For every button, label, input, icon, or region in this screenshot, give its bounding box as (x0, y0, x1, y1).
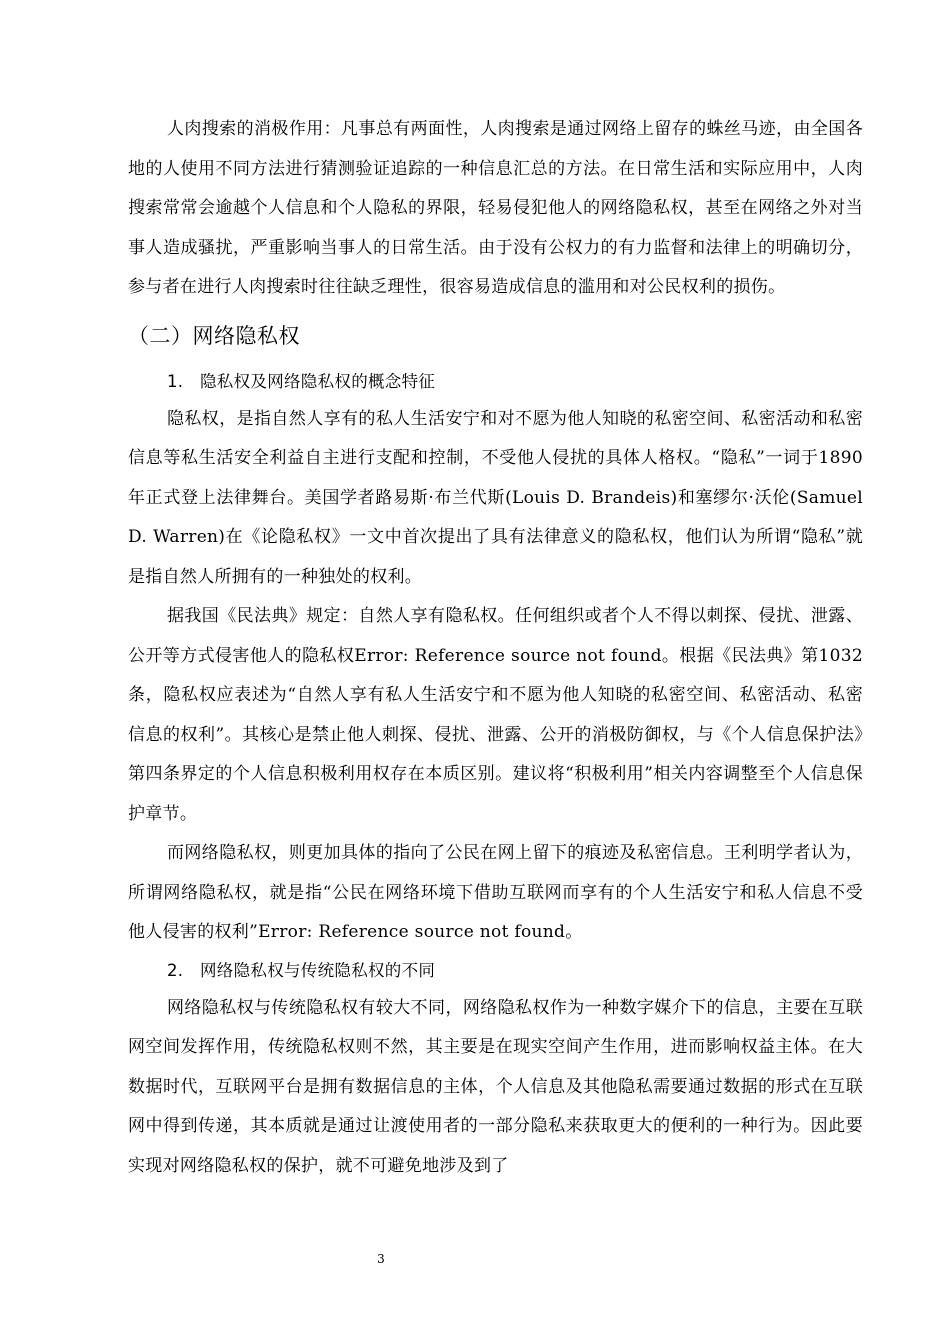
subheading-privacy-concept (128, 364, 863, 400)
subheading-title: 隐私权及网络隐私权的概念特征 (200, 371, 436, 391)
paragraph-network-privacy-definition: 而网络隐私权，则更加具体的指向了公民在网上留下的痕迹及私密信息。王利明学者认为，所谓网络隐私权，就是指“公民在网络环境下借助互联网而享有的个人生活安宁和私人信息不受他人侵害的权利”Error: Reference source not found。 (128, 843, 863, 942)
subheading-network-vs-traditional (128, 953, 863, 989)
page-content (128, 110, 863, 1186)
paragraph-network-vs-traditional: 网络隐私权与传统隐私权有较大不同，网络隐私权作为一种数字媒介下的信息，主要在互联网空间发挥作用，传统隐私权则不然，其主要是在现实空间产生作用，进而影响权益主体。在大数据时代，互联网平台是拥有数据信息的主体，个人信息及其他隐私需要通过数据的形式在互联网中得到传递，其本质就是通过让渡使用者的一部分隐私来获取更大的便利的一种行为。因此要实现对网络隐私权的保护，就不可避免地涉及到了 (128, 997, 863, 1176)
paragraph-human-flesh-search-negative: 人肉搜索的消极作用：凡事总有两面性，人肉搜索是通过网络上留存的蛛丝马迹，由全国各地的人使用不同方法进行猜测验证追踪的一种信息汇总的方法。在日常生活和实际应用中，人肉搜索常常会逾越个人信息和个人隐私的界限，轻易侵犯他人的网络隐私权，甚至在网络之外对当事人造成骚扰，严重影响当事人的日常生活。由于没有公权力的有力监督和法律上的明确切分，参与者在进行人肉搜索时往往缺乏理性，很容易造成信息的滥用和对公民权利的损伤。 (128, 119, 863, 297)
paragraph-civil-code: 据我国《民法典》规定：自然人享有隐私权。任何组织或者个人不得以刺探、侵扰、泄露、公开等方式侵害他人的隐私权Error: Reference source not found。根据《民法典》第1032条，隐私权应表述为“自然人享有私人生活安宁和不愿为他人知晓的私密空间、私密活动、私密信息的权利”。其核心是禁止他人刺探、侵扰、泄露、公开的消极防御权，与《个人信息保护法》第四条界定的个人信息积极利用权存在本质区别。建议将“积极利用”相关内容调整至个人信息保护章节。 (128, 606, 863, 824)
subheading-number: 1. (167, 371, 184, 391)
paragraph-privacy-definition: 隐私权，是指自然人享有的私人生活安宁和对不愿为他人知晓的私密空间、私密活动和私密信息等私生活安全利益自主进行支配和控制，不受他人侵扰的具体人格权。“隐私”一词于1890年正式登上法律舞台。美国学者路易斯·布兰代斯(Louis D. Brandeis)和塞缪尔·沃伦(Samuel D. Warren)在《论隐私权》一文中首次提出了具有法律意义的隐私权，他们认为所谓“隐私”就是指自然人所拥有的一种独处的权利。 (128, 408, 863, 587)
page-number: 3 (377, 1252, 385, 1266)
subheading-title: 网络隐私权与传统隐私权的不同 (200, 960, 436, 980)
section-heading-network-privacy: （二）网络隐私权 (128, 323, 300, 348)
subheading-number: 2. (167, 960, 184, 980)
